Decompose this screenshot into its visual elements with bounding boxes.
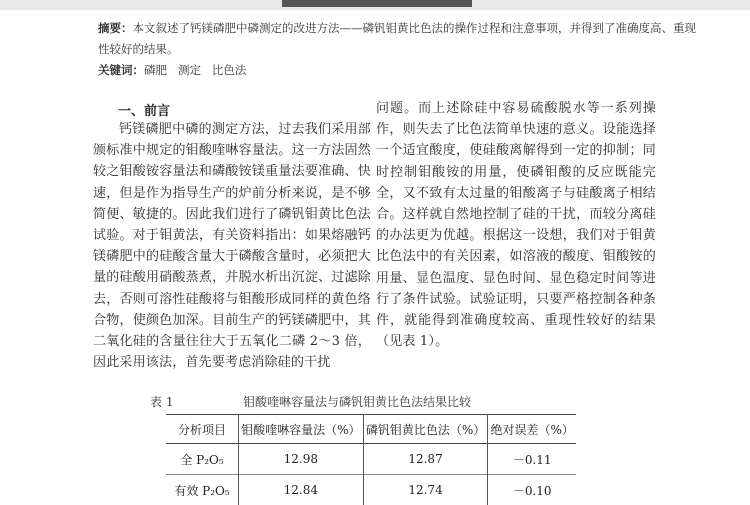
abstract-text: 本文叙述了钙镁磷肥中磷测定的改进方法——磷钒钼黄比色法的操作过程和注意事项，并得到了准确度高、重现性较好的结果。 xyxy=(98,21,696,56)
table-cell-quinoline: 12.98 xyxy=(239,444,364,475)
table-cell-item: 有效 P₂O₅ xyxy=(166,475,239,505)
table-header-row xyxy=(166,415,576,444)
right-column-body xyxy=(376,98,656,352)
table-header-vanadomolybdate: 磷钒钼黄比色法（%） xyxy=(363,415,488,444)
table-label: 表 1 xyxy=(150,393,173,410)
table-cell-quinoline: 12.84 xyxy=(239,475,364,505)
table-cell-vanadomolybdate: 12.74 xyxy=(363,475,488,505)
table-cell-abs-error: －0.11 xyxy=(488,444,576,475)
table-row xyxy=(166,475,576,505)
table-cell-vanadomolybdate: 12.87 xyxy=(363,444,488,475)
left-column-body xyxy=(93,119,371,373)
table-cell-abs-error: －0.10 xyxy=(488,475,576,505)
table-header-abs-error: 绝对误差（%） xyxy=(488,415,576,444)
abstract xyxy=(98,18,698,60)
table-cell-item: 全 P₂O₅ xyxy=(166,444,239,475)
table-title: 钼酸喹啉容量法与磷钒钼黄比色法结果比较 xyxy=(243,393,471,410)
table-row xyxy=(166,444,576,475)
keywords-label: 关键词： xyxy=(98,63,144,77)
right-column-paragraph: 问题。而上述除硅中容易硫酸脱水等一系列操作，则失去了比色法简单快速的意义。设能选择一个适宜酸度，使硅酸离解得到一定的抑制；同时控制钼酸铵的用量，使磷钼酸的反应既能完全，又不致有太过量的钼酸离子与硅酸离子相结合。这样就自然地控制了硅的干扰，而较分离硅的办法更为优越。根据这一设想，我们对于钼黄比色法中的有关因素，如溶液的酸度、钼酸铵的用量、显色温度、显色时间、显色稳定时间等进行了条件试验。试验证明，只要严格控制各种条件，就能得到准确度较高、重现性较好的结果（见表 1）。 xyxy=(376,98,656,352)
keywords xyxy=(98,62,246,78)
left-column-paragraph: 钙镁磷肥中磷的测定方法，过去我们采用部颁标准中规定的钼酸喹啉容量法。这一方法固然较之钼酸铵容量法和磷酸铵镁重量法要准确、快速，但是作为指导生产的炉前分析来说，是不够简便、敏捷的。因此我们进行了磷钒钼黄比色法试验。对于钼黄法，有关资料指出：如果熔融钙镁磷肥中的硅酸含量大于磷酸含量时，必须把大量的硅酸用硝酸蒸煮，并脱水析出沉淀、过滤除去，否则可溶性硅酸将与钼酸形成同样的黄色络合物，使颜色加深。目前生产的钙镁磷肥中，其二氧化硅的含量往往大于五氧化二磷 2～3 倍，因此采用该法，首先要考虑消除硅的干扰 xyxy=(93,119,371,373)
table-header-quinoline: 钼酸喹啉容量法（%） xyxy=(239,415,364,444)
keywords-text: 磷肥 测定 比色法 xyxy=(144,63,246,77)
table-header-item: 分析项目 xyxy=(166,415,239,444)
top-cropped-text-strip xyxy=(0,0,750,10)
abstract-label: 摘要： xyxy=(98,21,133,35)
section-heading-introduction: 一、前言 xyxy=(118,100,170,119)
results-comparison-table xyxy=(166,414,576,505)
cropped-title-fragment xyxy=(282,0,472,7)
